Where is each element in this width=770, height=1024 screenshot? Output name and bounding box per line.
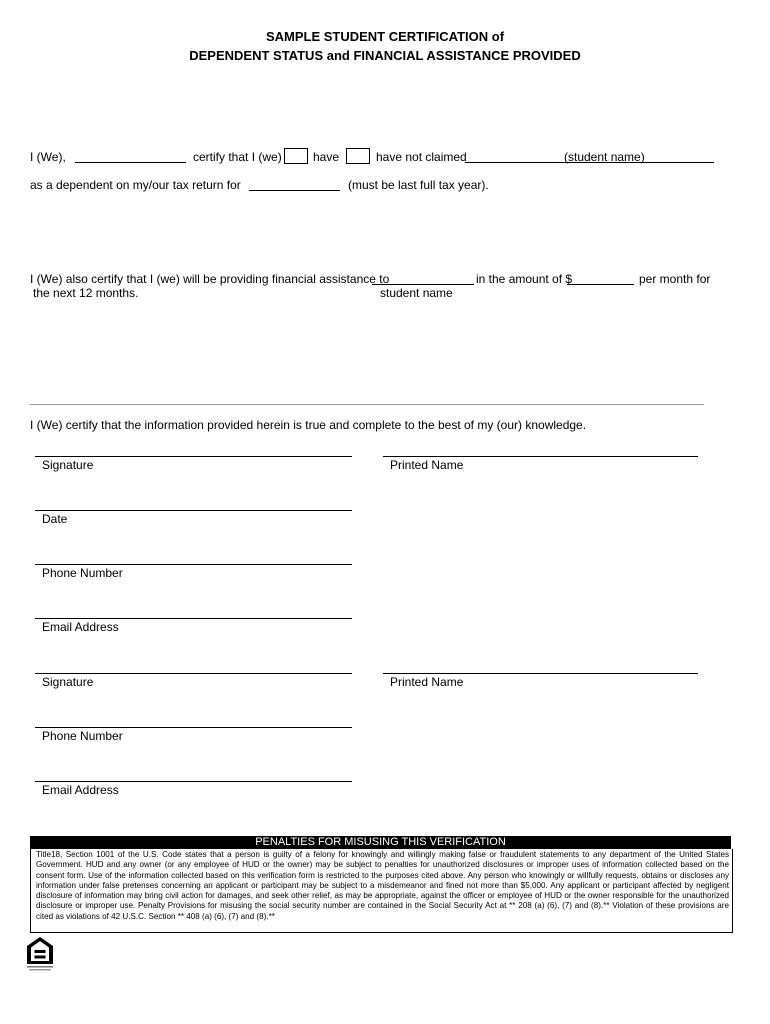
certifier-name-field[interactable]: [75, 162, 186, 163]
tax-year-field[interactable]: [249, 190, 340, 191]
penalties-text: Title18, Section 1001 of the U.S. Code states that a person is guilty of a felony for knowingly and willingly making false or fraudulent statements to any department of the United States Government. HUD and any owner (or any employee of HUD or the owner) may be subject to penalties for unauthorized disclosures or improper uses of information collected based on the consent form. Use of the information collected based on this verification form is restricted to the purposes cited above. Any person who knowingly or willfully requests, obtains or discloses any information under false pretenses concerning an applicant or participant may be subject to a misdemeanor and fined not more than $5,000. Any applicant or participant affected by negligent disclosure of information may bring civil action for damages, and seek other relief, as may be appropriate, against the officer or employee of HUD or the owner responsible for the unauthorized disclosure or improper use. Penalty Provisions for misusing the social security number are contained in the Social Security Act at ** 208 (a) (6), (7) and (8).** Violation of these provisions are cited as violations of 42 U.S.C. Section ** 408 (a) (6), (7) and (8).**: [36, 850, 729, 921]
have-checkbox[interactable]: [284, 148, 308, 164]
have-not-claimed-label: have not claimed: [376, 150, 467, 164]
email-2-label: Email Address: [42, 783, 119, 797]
signature-1-field[interactable]: [35, 456, 352, 457]
phone-1-label: Phone Number: [42, 566, 123, 580]
printed-name-1-label: Printed Name: [390, 458, 464, 472]
date-field[interactable]: [35, 510, 352, 511]
tax-year-note: (must be last full tax year).: [348, 178, 489, 192]
signature-1-label: Signature: [42, 458, 94, 472]
printed-name-2-field[interactable]: [383, 673, 698, 674]
signature-2-label: Signature: [42, 675, 94, 689]
certify-label: certify that I (we): [193, 150, 282, 164]
email-2-field[interactable]: [35, 781, 352, 782]
printed-name-1-field[interactable]: [383, 456, 698, 457]
have-not-checkbox[interactable]: [346, 148, 370, 164]
certify-true-statement: I (We) certify that the information provided herein is true and complete to the best of my (our) knowledge.: [30, 418, 587, 432]
equal-housing-opportunity-icon: [26, 936, 54, 972]
section-divider: [30, 404, 704, 405]
date-label: Date: [42, 512, 68, 526]
also-certify-label: I (We) also certify that I (we) will be providing financial assistance to: [30, 272, 390, 286]
dependent-label: as a dependent on my/our tax return for: [30, 178, 241, 192]
penalties-heading: PENALTIES FOR MISUSING THIS VERIFICATION: [30, 836, 731, 849]
have-label: have: [313, 150, 340, 164]
form-title-line1: SAMPLE STUDENT CERTIFICATION of: [265, 29, 505, 44]
student-name-label: (student name): [564, 150, 645, 164]
phone-2-field[interactable]: [35, 727, 352, 728]
printed-name-2-label: Printed Name: [390, 675, 464, 689]
email-1-field[interactable]: [35, 618, 352, 619]
per-month-label: per month for: [639, 272, 711, 286]
equal-housing-opportunity-icon-graphic: [26, 936, 54, 972]
email-1-label: Email Address: [42, 620, 119, 634]
phone-2-label: Phone Number: [42, 729, 123, 743]
form-title-line2: DEPENDENT STATUS and FINANCIAL ASSISTANCE PROVIDED: [189, 48, 581, 63]
penalties-box: [30, 849, 733, 933]
student-name-caption: student name: [380, 286, 453, 300]
i-we-label: I (We),: [30, 150, 66, 164]
signature-2-field[interactable]: [35, 673, 352, 674]
phone-1-field[interactable]: [35, 564, 352, 565]
next-12-months-label: the next 12 months.: [33, 286, 139, 300]
amount-label: in the amount of $: [476, 272, 573, 286]
assistance-student-field[interactable]: [372, 284, 474, 285]
amount-field[interactable]: [567, 284, 634, 285]
